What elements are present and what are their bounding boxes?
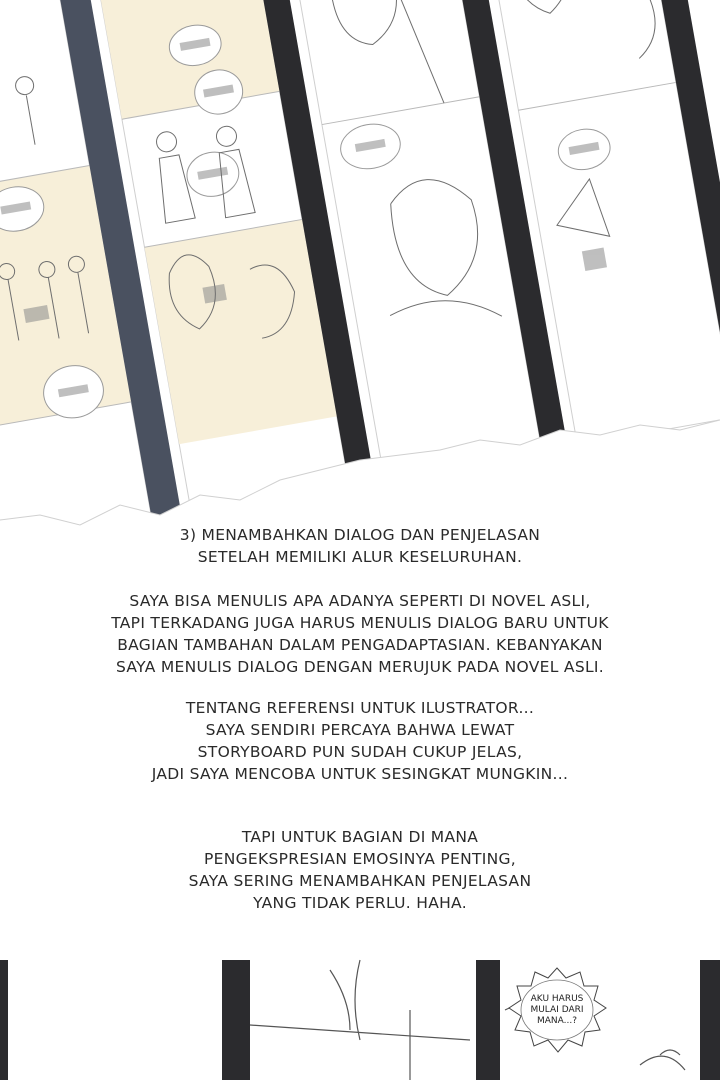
caption-line: TENTANG REFERENSI UNTUK ILUSTRATOR... <box>185 699 535 717</box>
caption-block-1 <box>60 524 660 568</box>
caption-line: TAPI TERKADANG JUGA HARUS MENULIS DIALOG BARU UNTUK <box>111 614 609 632</box>
caption-block-3 <box>60 697 660 785</box>
caption-line: 3) MENAMBAHKAN DIALOG DAN PENJELASAN <box>179 526 541 544</box>
caption-block-2 <box>60 590 660 678</box>
bubble-line: AKU HARUS <box>530 994 584 1004</box>
caption-line: SAYA SENDIRI PERCAYA BAHWA LEWAT <box>205 721 515 739</box>
speech-bubble-text <box>522 994 592 1027</box>
caption-line: PENGEKSPRESIAN EMOSINYA PENTING, <box>203 850 517 868</box>
caption-line: SAYA MENULIS DIALOG DENGAN MERUJUK PADA NOVEL ASLI. <box>116 658 604 676</box>
caption-line: SETELAH MEMILIKI ALUR KESELURUHAN. <box>197 548 523 566</box>
caption-line: SAYA BISA MENULIS APA ADANYA SEPERTI DI NOVEL ASLI, <box>129 592 591 610</box>
caption-line: SAYA SERING MENAMBAHKAN PENJELASAN <box>188 872 532 890</box>
caption-line: STORYBOARD PUN SUDAH CUKUP JELAS, <box>197 743 523 761</box>
bubble-line: MANA...? <box>536 1016 577 1026</box>
caption-line: JADI SAYA MENCOBA UNTUK SESINGKAT MUNGKIN... <box>151 765 569 783</box>
bubble-line: MULAI DARI <box>530 1005 584 1015</box>
next-panels-illustration <box>0 950 720 1080</box>
caption-line: BAGIAN TAMBAHAN DALAM PENGADAPTASIAN. KEBANYAKAN <box>117 636 603 654</box>
caption-line: YANG TIDAK PERLU. HAHA. <box>253 894 467 912</box>
caption-line: TAPI UNTUK BAGIAN DI MANA <box>241 828 479 846</box>
caption-block-4 <box>60 826 660 914</box>
